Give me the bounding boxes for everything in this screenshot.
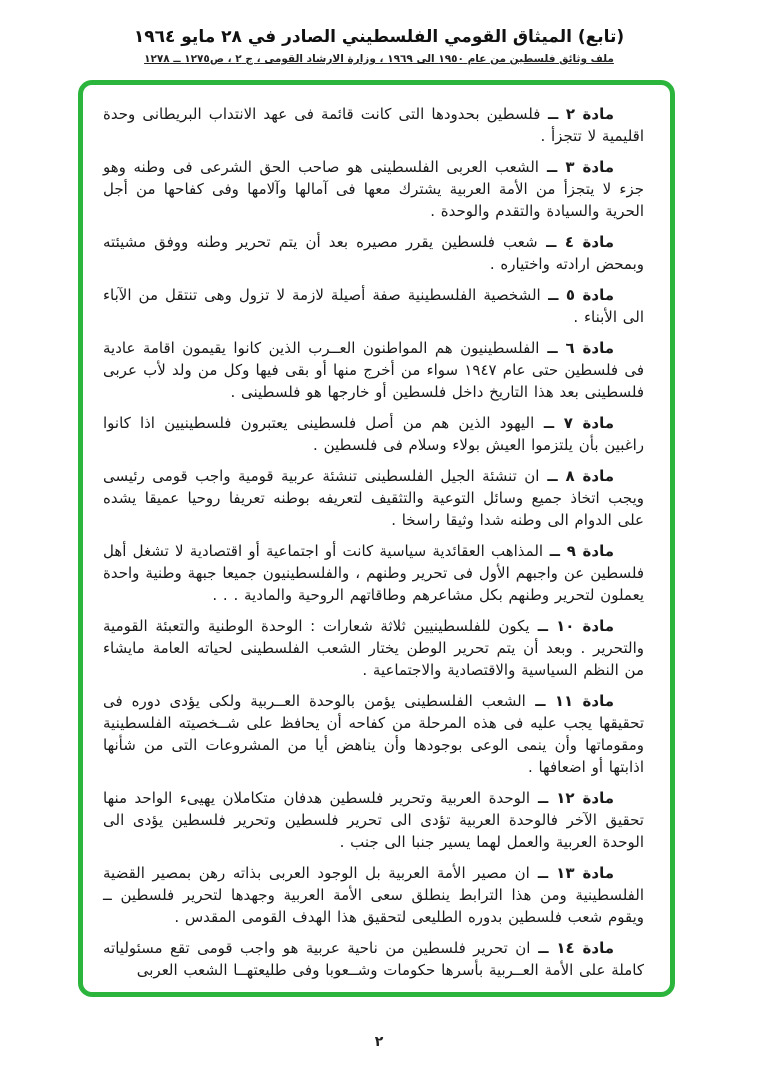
article-label: مادة ٢ ــ (540, 105, 615, 123)
article-label: مادة ١٣ ــ (529, 864, 614, 882)
article-text: الشخصية الفلسطينية صفة أصيلة لازمة لا تزول وهى تنتقل من الآباء الى الأبناء . (103, 286, 644, 326)
article-8 (103, 465, 644, 531)
document-header (0, 0, 758, 65)
article-label: مادة ٤ ــ (537, 233, 614, 251)
article-label: مادة ٧ ــ (534, 414, 614, 432)
page-number: ٢ (374, 1034, 384, 1050)
article-6 (103, 337, 644, 403)
article-3 (103, 156, 644, 222)
article-label: مادة ١١ ــ (525, 692, 614, 710)
article-text: ان تحرير فلسطين من ناحية عربية هو واجب قومى تقع مسئولياته كاملة على الأمة العــربية بأسرها حكومات وشــعوبا وفى طليعتهــا الشعب العربى (103, 939, 644, 979)
article-label: مادة ٦ ــ (539, 339, 614, 357)
article-7 (103, 412, 644, 456)
article-9 (103, 540, 644, 606)
charter-text-frame (78, 80, 675, 997)
article-label: مادة ٩ ــ (543, 542, 614, 560)
article-text: اليهود الذين هم من أصل فلسطينى يعتبرون فلسطينيين اذا كانوا راغبين بأن يلتزموا العيش بولاء وسلام فى فلسطين . (103, 414, 644, 454)
article-14 (103, 937, 644, 981)
article-12 (103, 787, 644, 853)
article-text: ان مصير الأمة العربية بل الوجود العربى بذاته رهن بمصير القضية الفلسطينية ومن هذا الترابط ينطلق سعى الأمة العربية وجهدها لتحرير فلسطين ــ ويقوم شعب فلسطين بدوره الطليعى لتحقيق هذا الهدف القومى المقدس . (103, 864, 644, 926)
article-text: المذاهب العقائدية سياسية كانت أو اجتماعية أو اقتصادية لا تشغل أهل فلسطين عن واجبهم الأول فى تحرير وطنهم ، والفلسطينيون جميعا جبهة وطنية واحدة يعملون لتحرير وطنهم بكل مشاعرهم وطاقاتهم الروحية والمادية . . . (103, 542, 644, 604)
article-2 (103, 103, 644, 147)
article-label: مادة ٨ ــ (539, 467, 615, 485)
article-10 (103, 615, 644, 681)
article-13 (103, 862, 644, 928)
source-citation: ملف وثائق فلسطين من عام ١٩٥٠ الى ١٩٦٩ ، وزارة الارشاد القومى ، ج ٢ ، ص١٢٧٥ ــ ١٢٧٨ (144, 53, 614, 66)
article-text: الشعب العربى الفلسطينى هو صاحب الحق الشرعى فى وطنه وهو جزء لا يتجزأ من الأمة العربية يشترك معها فى آمالها وآلامها وفى كفاحها من أجل الحرية والسيادة والتقدم والوحدة . (103, 158, 644, 220)
article-label: مادة ٥ ــ (540, 286, 614, 304)
article-text: الوحدة العربية وتحرير فلسطين هدفان متكاملان يهيىء الواحد منها تحقيق الآخر فالوحدة العربية تؤدى الى تحرير فلسطين وتحرير فلسطين يؤدى الى الوحدة العربية والعمل لهما يسير جنبا الى جنب . (103, 789, 644, 851)
article-label: مادة ١٤ ــ (530, 939, 614, 957)
article-text: شعب فلسطين يقرر مصيره بعد أن يتم تحرير وطنه ووفق مشيئته وبمحض ارادته واختياره . (103, 233, 644, 273)
article-text: فلسطين بحدودها التى كانت قائمة فى عهد الانتداب البريطانى وحدة اقليمية لا تتجزأ . (103, 105, 644, 145)
article-text: الفلسطينيون هم المواطنون العــرب الذين كانوا يقيمون اقامة عادية فى فلسطين حتى عام ١٩٤٧ سواء من أخرج منها أو بقى فيها وكل من ولد لأب عربى فلسطينى بعد هذا التاريخ داخل فلسطين أو خارجها هو فلسطينى . (103, 339, 644, 401)
article-label: مادة ٣ ــ (538, 158, 615, 176)
article-text: ان تنشئة الجيل الفلسطينى تنشئة عربية قومية واجب قومى رئيسى ويجب اتخاذ جميع وسائل التوعية والتثقيف لتعريفه بوطنه تعريفا روحيا عميقا يشده على الدوام الى وطنه شدا وثيقا راسخا . (103, 467, 644, 529)
article-4 (103, 231, 644, 275)
article-text: الشعب الفلسطينى يؤمن بالوحدة العــربية ولكى يؤدى دوره فى تحقيقها يجب عليه فى هذه المرحلة من كفاحه أن يحافظ على شــخصيته الفلسطينية ومقوماتها وأن ينمى الوعى بوجودها وأن يناهض أيا من المشروعات التى من شأنها اذابتها أو اضعافها . (103, 692, 644, 776)
article-label: مادة ١٠ ــ (529, 617, 615, 635)
document-title: (تابع) الميثاق القومي الفلسطيني الصادر في ٢٨ مايو ١٩٦٤ (133, 27, 625, 47)
article-11 (103, 690, 644, 778)
article-text: يكون للفلسطينيين ثلاثة شعارات : الوحدة الوطنية والتعبئة القومية والتحرير . وبعد أن يتم تحرير الوطن يختار الشعب الفلسطينى لحياته العامة مايشاء من النظم السياسية والاقتصادية والاجتماعية . (103, 617, 644, 679)
article-label: مادة ١٢ ــ (530, 789, 614, 807)
article-5 (103, 284, 644, 328)
